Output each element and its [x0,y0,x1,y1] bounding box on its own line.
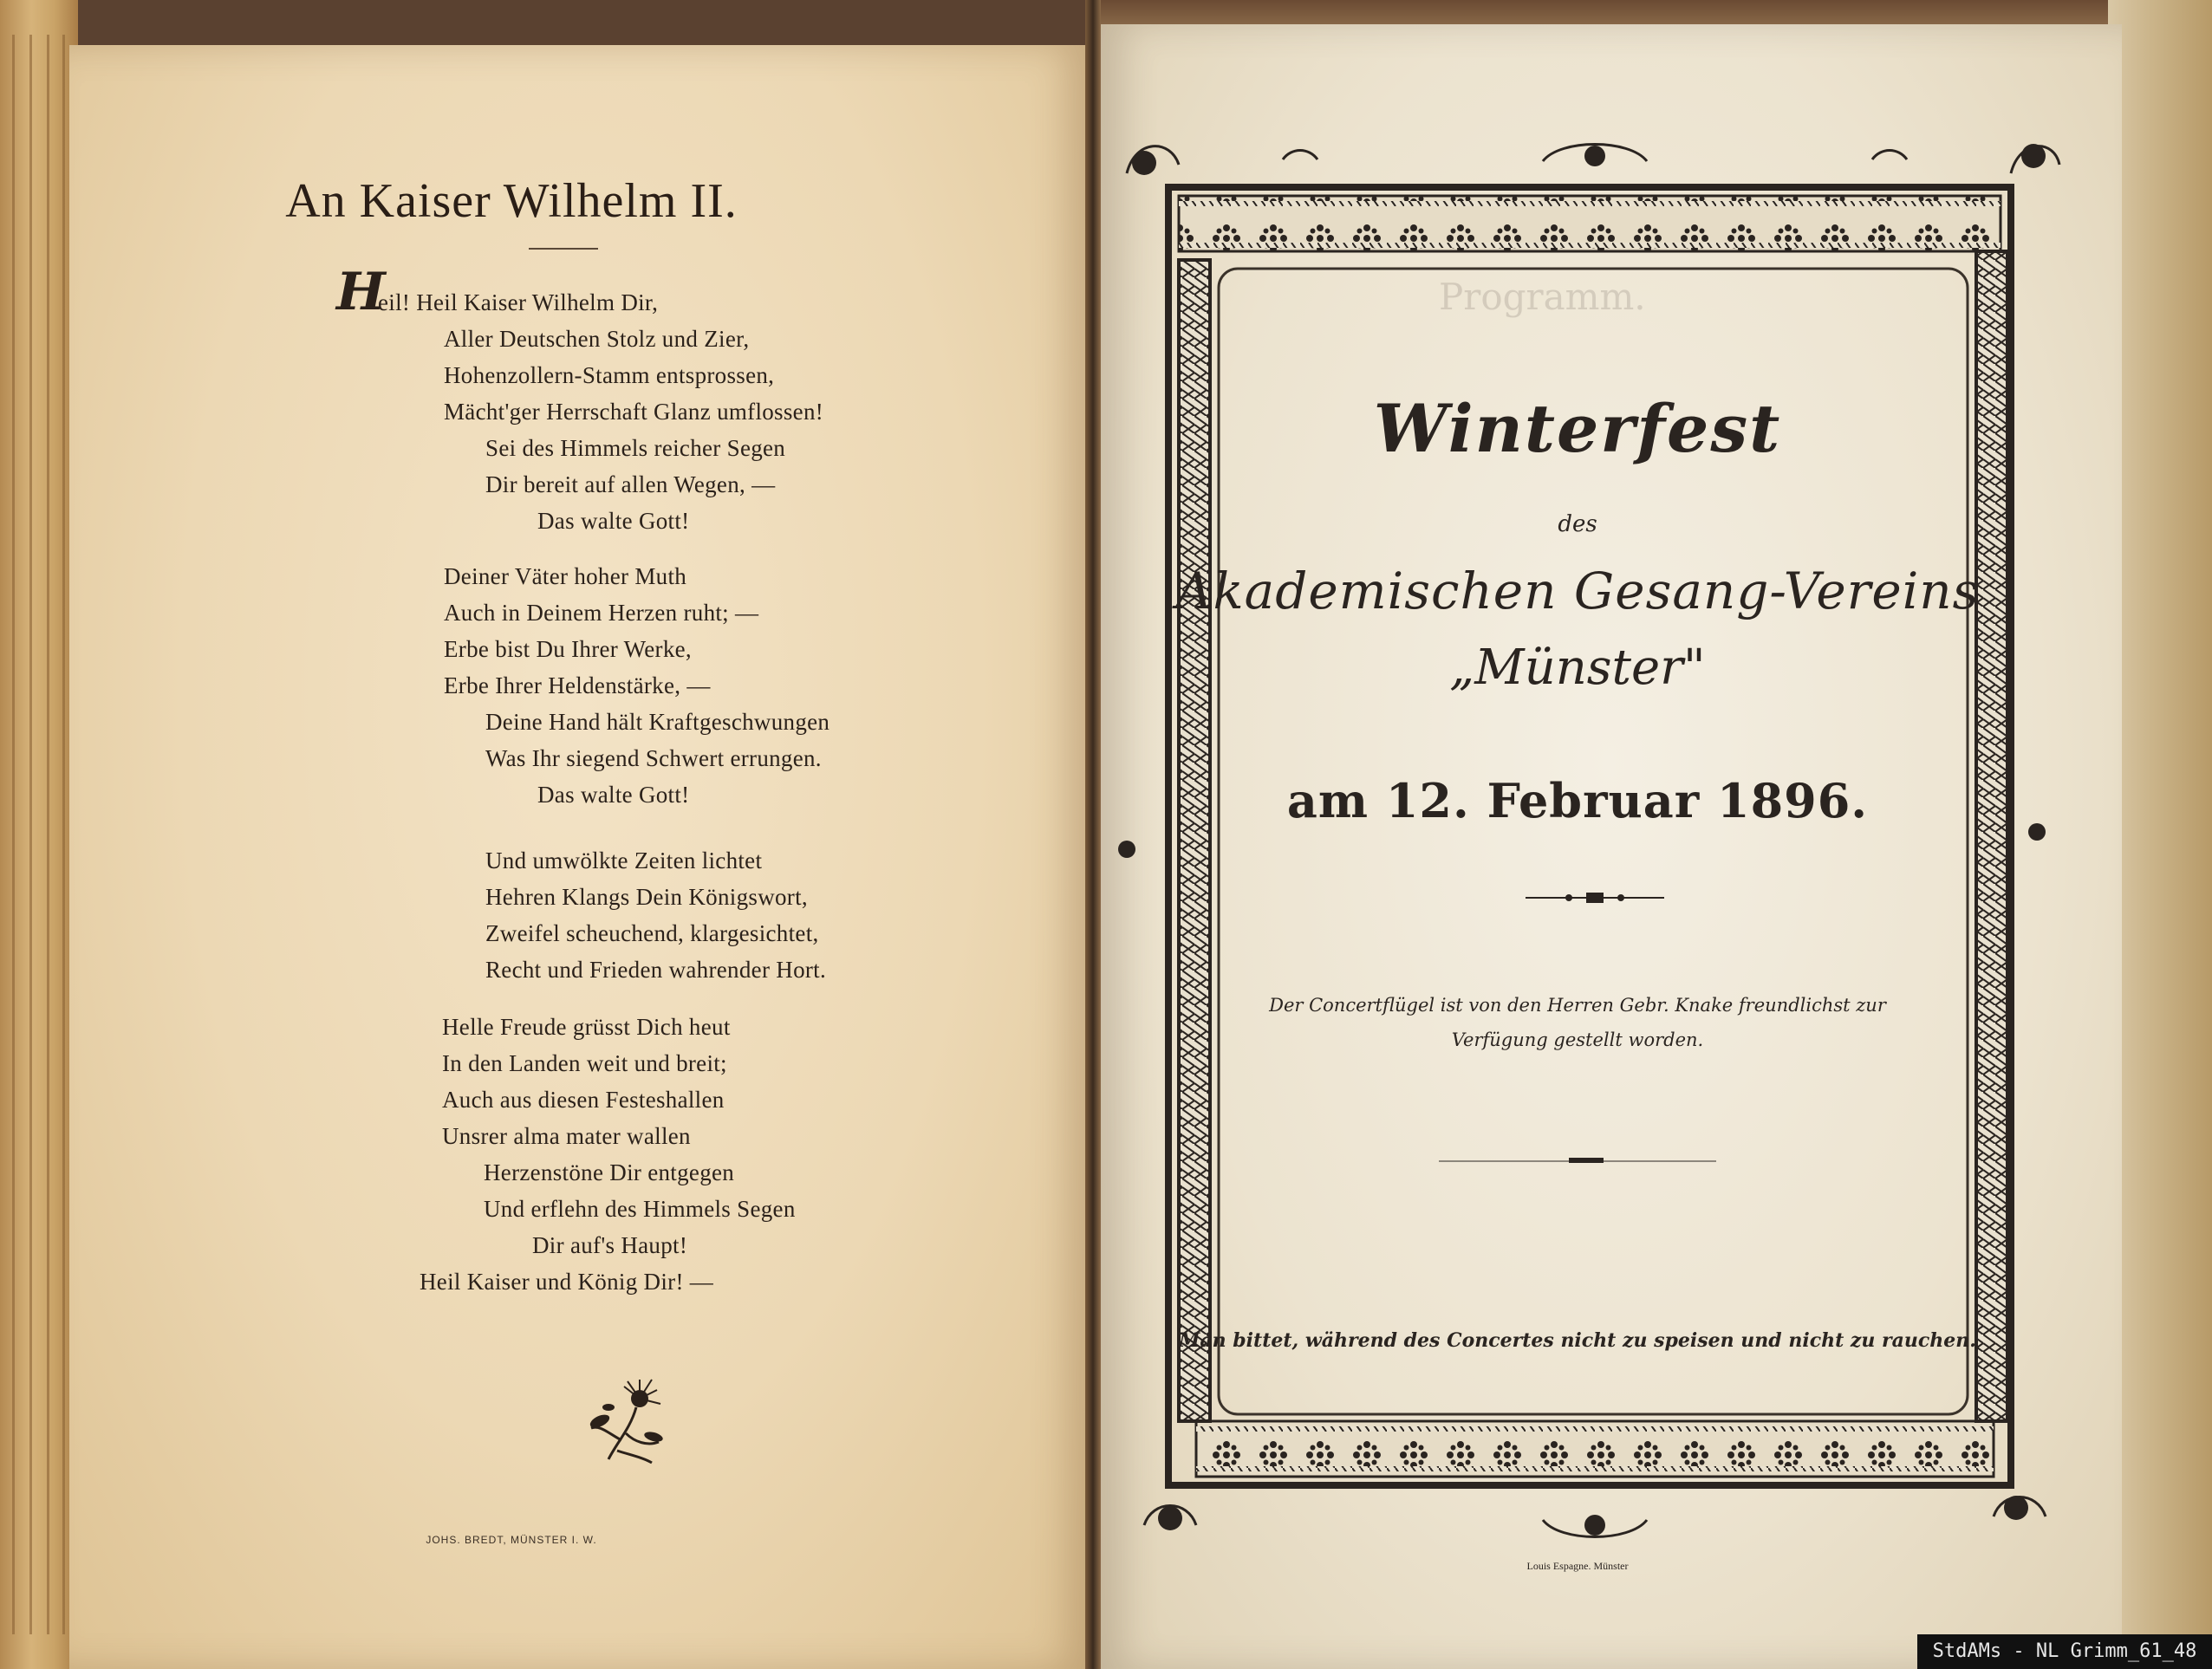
program-des: des [1558,511,1597,537]
poem-dropcap: H [336,262,386,322]
poem-line: eil! Heil Kaiser Wilhelm Dir, [378,289,659,315]
program-title: Winterfest [1373,390,1782,467]
printer-imprint-left: JOHS. BREDT, MÜNSTER I. W. [426,1534,597,1546]
poem-line: Erbe Ihrer Heldenstärke, — [444,672,711,698]
poem-line: Helle Freude grüsst Dich heut [442,1014,731,1040]
poem-line: Zweifel scheuchend, klargesichtet, [485,920,819,946]
program-city: „Münster" [1449,640,1706,696]
poem-line: Das walte Gott! [537,782,690,808]
poem-line: Hehren Klangs Dein Königswort, [485,884,808,910]
poem-line: Mächt'ger Herrschaft Glanz umflossen! [444,399,824,425]
archive-label: StdAMs - NL Grimm_61_48 [1917,1634,2212,1669]
bleed-through-text: Programm. [1439,276,1646,318]
poem-line: Herzenstöne Dir entgegen [484,1159,735,1185]
title-rule [529,248,598,250]
poem-line: Das walte Gott! [537,508,690,534]
poem-line: Was Ihr siegend Schwert errungen. [485,745,822,771]
poem-line: In den Landen weit und breit; [442,1050,727,1076]
poem-line: Heil Kaiser und König Dir! — [420,1269,714,1295]
program-date: am 12. Februar 1896. [1286,773,1869,828]
poem-line: Auch in Deinem Herzen ruht; — [444,600,759,626]
program-note-line2: Verfügung gestellt worden. [1451,1029,1704,1050]
poem-line: Unsrer alma mater wallen [442,1123,691,1149]
poem-line: Und umwölkte Zeiten lichtet [485,847,763,873]
program-bottom-note: Man bittet, während des Concertes nicht zu speisen und nicht zu rauchen. [1179,1329,1976,1352]
poem-line: Und erflehn des Himmels Segen [484,1196,796,1222]
poem-line: Auch aus diesen Festeshallen [442,1087,725,1113]
program-verein: Akademischen Gesang-Vereins [1175,562,1980,620]
poem-title: An Kaiser Wilhelm II. [285,174,738,228]
poem-line: Erbe bist Du Ihrer Werke, [444,636,692,662]
poem-line: Recht und Frieden wahrender Hort. [485,957,827,983]
book-spine [1085,0,1101,1669]
poem-line: Hohenzollern-Stamm entsprossen, [444,362,775,388]
poem-line: Aller Deutschen Stolz und Zier, [444,326,750,352]
printer-imprint-right: Louis Espagne. Münster [1526,1560,1629,1572]
flower-ornament-icon [582,1373,678,1468]
poem-line: Sei des Himmels reicher Segen [485,435,786,461]
poem-line: Dir bereit auf allen Wegen, — [485,471,776,497]
book-edge-left [0,0,78,1669]
poem-line: Dir auf's Haupt! [532,1232,688,1258]
program-note-line1: Der Concertflügel ist von den Herren Gebr. Knake freundlichst zur [1269,995,1886,1016]
poem-line: Deiner Väter hoher Muth [444,563,687,589]
book-edge-right [2108,0,2212,1669]
poem-line: Deine Hand hält Kraftgeschwungen [485,709,830,735]
